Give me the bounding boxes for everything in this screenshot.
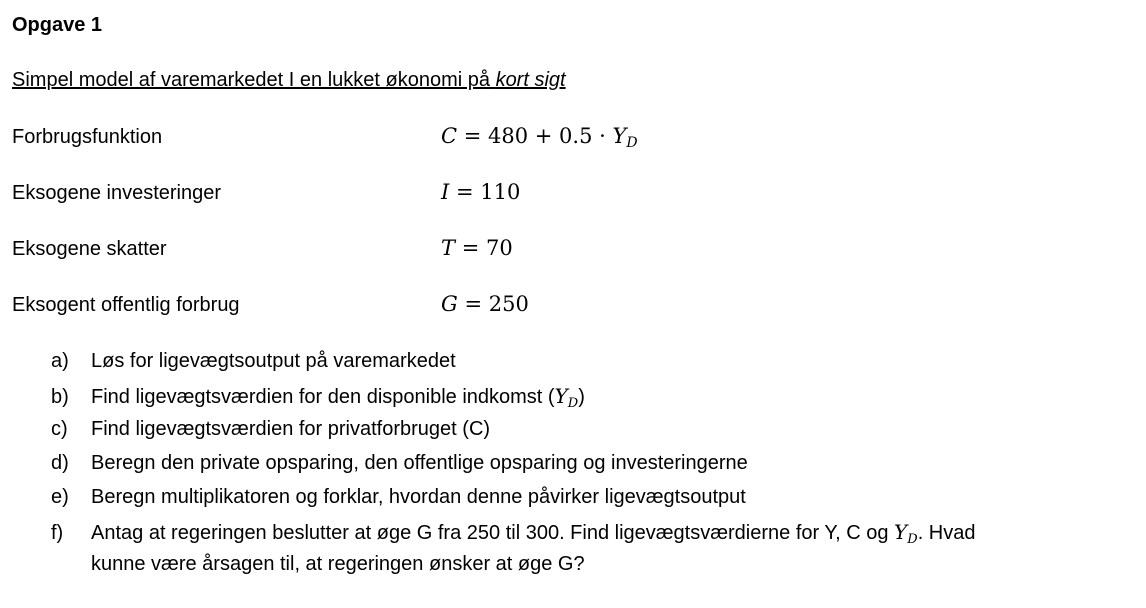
task-letter: f)	[51, 522, 64, 544]
row-label-consumption: Forbrugsfunktion	[12, 126, 163, 148]
task-text: Beregn den private opsparing, den offentlige opsparing og investeringerne	[91, 452, 748, 474]
equation-investment	[441, 180, 520, 204]
eq-var: C	[441, 124, 458, 148]
task-text: Find ligevægtsværdien for den disponible indkomst (	[91, 386, 555, 408]
task-text: Beregn multiplikatoren og forklar, hvordan denne påvirker ligevægtsoutput	[91, 486, 746, 508]
page-title: Opgave 1	[12, 14, 103, 36]
row-label-investment: Eksogene investeringer	[12, 182, 222, 204]
eq-y-sub: D	[626, 135, 638, 151]
eq-y: Y	[612, 124, 627, 148]
eq-expr: = 480 + 0.5 ·	[457, 124, 613, 148]
task-symbol	[894, 520, 918, 547]
task-text: Antag at regeringen beslutter at øge G fra 250 til 300. Find ligevægtsværdierne for Y, C og	[91, 522, 895, 544]
task-letter: a)	[51, 350, 69, 372]
task-letter: b)	[51, 386, 69, 408]
eq-var: G	[441, 292, 458, 316]
task-text: Find ligevægtsværdien for privatforbruget (C)	[91, 418, 491, 440]
row-label-taxes: Eksogene skatter	[12, 238, 167, 260]
equation-taxes	[441, 236, 513, 260]
task-symbol-base: Y	[554, 384, 568, 408]
subtitle-text: Simpel model af varemarkedet I en lukket økonomi på	[12, 69, 496, 91]
row-label-government: Eksogent offentlig forbrug	[12, 294, 240, 316]
task-text: Løs for ligevægtsoutput på varemarkedet	[91, 350, 456, 372]
equation-consumption	[441, 124, 638, 151]
task-symbol-sub: D	[907, 532, 918, 547]
task-item-a	[51, 350, 456, 373]
task-symbol-sub: D	[567, 396, 579, 411]
eq-expr: = 250	[457, 292, 529, 316]
eq-var: I	[441, 180, 450, 204]
equation-government	[441, 292, 529, 316]
task-item-e	[51, 486, 746, 509]
task-item-b	[51, 384, 585, 411]
task-item-d	[51, 452, 748, 475]
task-tail: . Hvad	[917, 522, 976, 544]
task-item-f	[51, 520, 976, 547]
task-item-c	[51, 418, 490, 441]
subtitle-italic: kort sigt	[495, 69, 566, 91]
task-letter: e)	[51, 486, 69, 508]
task-letter: c)	[51, 418, 68, 440]
eq-expr: = 110	[449, 180, 521, 204]
task-symbol-base: Y	[894, 520, 908, 544]
eq-var: T	[441, 236, 456, 260]
task-symbol	[554, 384, 579, 411]
section-subtitle	[12, 69, 566, 92]
task-item-f-continuation: kunne være årsagen til, at regeringen ønsker at øge G?	[91, 553, 585, 575]
task-tail: )	[578, 386, 585, 408]
eq-expr: = 70	[455, 236, 513, 260]
task-letter: d)	[51, 452, 69, 474]
